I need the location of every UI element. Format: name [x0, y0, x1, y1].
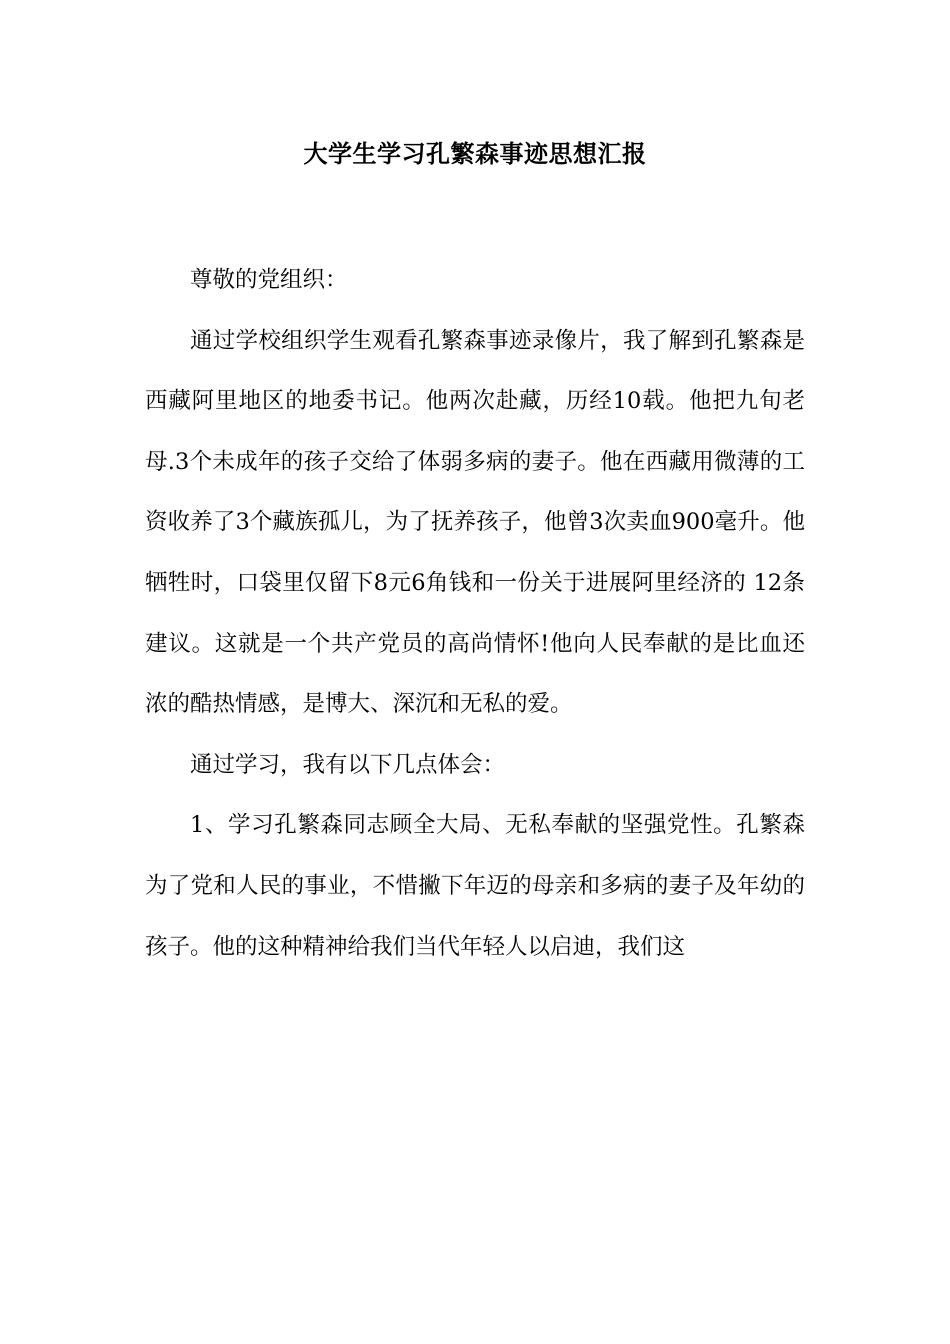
- body-paragraph: 通过学习，我有以下几点体会：: [190, 751, 506, 778]
- salutation-paragraph: 尊敬的党组织：: [190, 267, 348, 293]
- body-paragraph: 通过学校组织学生观看孔繁森事迹录像片，我了解到孔繁森是西藏阿里地区的地委书记。他两次赴藏，历经10载。他把九旬老母.3个未成年的孩子交给了体弱多病的妻子。他在西藏用微薄的工资收养了3个藏族孤儿，为了抚养孩子，他曾3次卖血900毫升。他牺牲时，口袋里仅留下8元6角钱和一份关于进展阿里经济的 12条建议。这就是一个共产党员的高尚情怀!他向人民奉献的是比血还浓的酷热情感，是博大、深沉和无私的爱。: [145, 327, 805, 718]
- document-title: 大学生学习孔繁森事迹思想汇报: [303, 140, 647, 168]
- body-paragraph: 1、学习孔繁森同志顾全大局、无私奉献的坚强党性。孔繁森为了党和人民的事业，不惜撇下年迈的母亲和多病的妻子及年幼的孩子。他的这种精神给我们当代年轻人以启迪，我们这: [145, 812, 805, 960]
- document-body: [145, 250, 805, 977]
